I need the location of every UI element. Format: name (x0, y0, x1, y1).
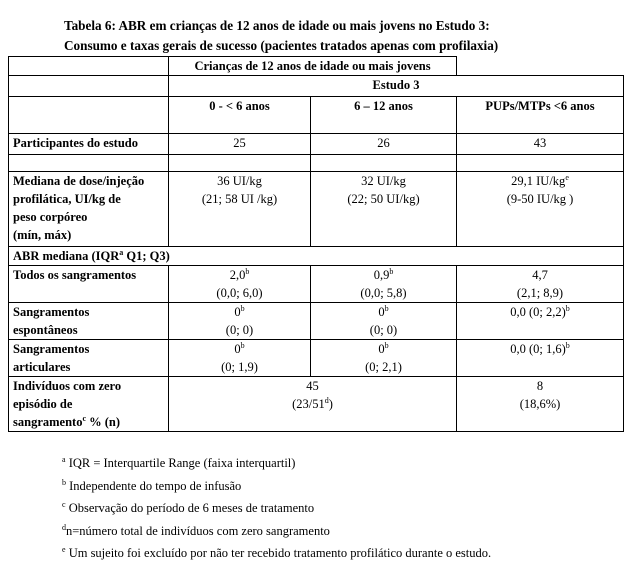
caption-line-1: Tabela 6: ABR em crianças de 12 anos de idade ou mais jovens no Estudo 3: (64, 18, 490, 33)
dose-range: (22; 50 UI/kg) (347, 192, 420, 206)
dose-median: 32 UI/kg (361, 174, 406, 188)
empty-cell (9, 76, 169, 97)
all-bleeds-cell: 2,0$^b$ (0,0; 6,0) (169, 266, 311, 303)
articular-cell: 0$^b$ (0; 2,1) (311, 340, 457, 377)
group-header: Crianças de 12 anos de idade ou mais jovens (169, 57, 457, 76)
empty-cell (457, 57, 624, 76)
column-header-pups: PUPs/MTPs <6 anos (457, 97, 624, 134)
footnote: $^d$n=número total de indivíduos com zero sangramento (62, 522, 330, 538)
spontaneous-label: Sangramentos espontâneos (9, 303, 169, 340)
dose-range: (9-50 IU/kg ) (506, 192, 574, 206)
spontaneous-cell: 0,0 (0; 2,2)$^b$ (457, 303, 624, 340)
table-row (9, 247, 624, 266)
column-header-0-6: 0 - < 6 anos (169, 97, 311, 134)
caption-line-2: Consumo e taxas gerais de sucesso (pacientes tratados apenas com profilaxia) (64, 38, 499, 53)
table-row (9, 134, 624, 155)
dose-range: (21; 58 UI /kg) (201, 192, 278, 206)
table-row (9, 340, 624, 377)
articular-cell: 0,0 (0; 1,6)$^b$ (457, 340, 624, 377)
dose-cell-pups (457, 172, 624, 247)
dose-label-line: (mín, máx) (13, 228, 72, 242)
column-header-6-12: 6 – 12 anos (311, 97, 457, 134)
dose-median: 29,1 $IU/kg^e$ (511, 172, 569, 188)
empty-cell (311, 155, 457, 172)
articular-cell: 0$^b$ (0; 1,9) (169, 340, 311, 377)
participants-label: Participantes do estudo (9, 134, 169, 155)
footnotes (62, 452, 622, 565)
study-header: Estudo 3 (169, 76, 624, 97)
spontaneous-cell: 0$^b$ (0; 0) (311, 303, 457, 340)
zero-bleed-merged-cell: 45 (23/51$^d$) (169, 377, 457, 432)
zero-bleed-label: Indivíduos com zero episódio de sangramento$^c$ % (n) (9, 377, 169, 432)
table-row (9, 57, 624, 76)
footnote: $^e$ Um sujeito foi excluído por não ter recebido tratamento profilático durante o estudo. (62, 544, 492, 560)
table-row (9, 76, 624, 97)
abr-section-header: ABR mediana (IQR$^a$ Q1; Q3) (9, 247, 624, 266)
table-row (9, 266, 624, 303)
table-row (9, 303, 624, 340)
all-bleeds-label: Todos os sangramentos (9, 266, 169, 303)
empty-cell (9, 57, 169, 76)
table-row (9, 172, 624, 247)
participants-value: 25 (169, 134, 311, 155)
participants-value: 43 (457, 134, 624, 155)
footnote: $^a$ IQR = Interquartile Range (faixa interquartil) (62, 454, 296, 470)
table-row (9, 97, 624, 134)
spontaneous-cell: 0$^b$ (0; 0) (169, 303, 311, 340)
empty-cell (9, 97, 169, 134)
empty-cell (9, 155, 169, 172)
dose-median: 36 UI/kg (217, 174, 262, 188)
articular-label: Sangramentos articulares (9, 340, 169, 377)
table-row (9, 377, 624, 432)
all-bleeds-cell: 0,9$^b$ (0,0; 5,8) (311, 266, 457, 303)
all-bleeds-cell: 4,7 (2,1; 8,9) (457, 266, 624, 303)
footnote: $^c$ Observação do período de 6 meses de tratamento (62, 499, 315, 515)
abr-table (8, 56, 624, 432)
table-row (9, 155, 624, 172)
dose-label-line: peso corpóreo (13, 210, 88, 224)
dose-label-line: Mediana de dose/injeção (13, 174, 145, 188)
empty-cell (457, 155, 624, 172)
dose-label (9, 172, 169, 247)
table-caption (64, 16, 624, 56)
dose-label-line: profilática, UI/kg de (13, 192, 121, 206)
dose-cell-0-6 (169, 172, 311, 247)
zero-bleed-pups-cell: 8 (18,6%) (457, 377, 624, 432)
dose-cell-6-12 (311, 172, 457, 247)
footnote: $^b$ Independente do tempo de infusão (62, 477, 242, 493)
participants-value: 26 (311, 134, 457, 155)
empty-cell (169, 155, 311, 172)
